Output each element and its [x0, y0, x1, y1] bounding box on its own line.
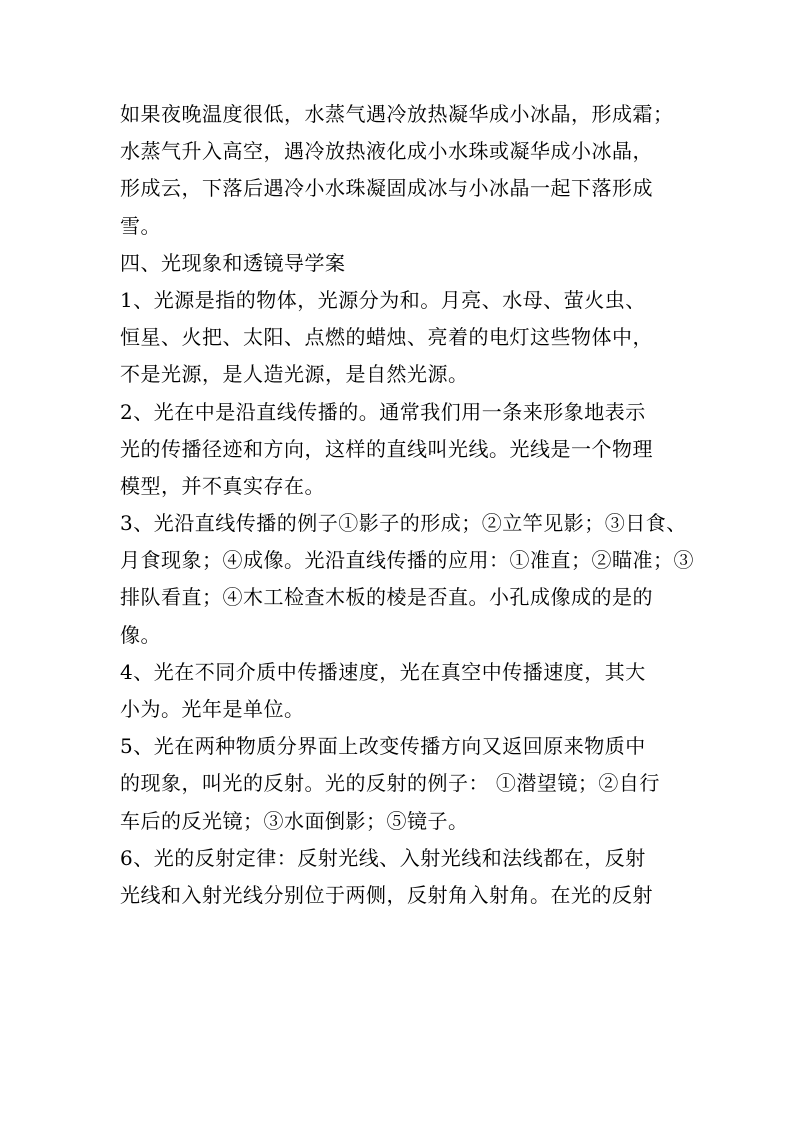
text-line: 不是光源，是人造光源，是自然光源。	[120, 362, 469, 387]
text-line: 2、光在中是沿直线传播的。通常我们用一条来形象地表示	[120, 399, 646, 424]
text-line: 模型，并不真实存在。	[120, 473, 325, 498]
text-line: 如果夜晚温度很低，水蒸气遇冷放热凝华成小冰晶，形成霜；	[120, 102, 674, 126]
text-line: 1、光源是指的物体，光源分为和。月亮、水母、萤火虫、	[120, 287, 646, 312]
text-line: 像。	[120, 622, 161, 647]
text-line: 的现象，叫光的反射。光的反射的例子： ①潜望镜；②自行	[120, 771, 660, 796]
text-line: 雪。	[120, 213, 161, 238]
text-line: 4、光在不同介质中传播速度，光在真空中传播速度，其大	[120, 659, 646, 684]
text-line: 月食现象；④成像。光沿直线传播的应用：①准直；②瞄准；③	[120, 548, 694, 573]
text-line: 6、光的反射定律：反射光线、入射光线和法线都在，反射	[120, 845, 646, 870]
text-line: 3、光沿直线传播的例子①影子的形成；②立竿见影；③日食、	[120, 511, 687, 536]
text-line: 恒星、火把、太阳、点燃的蜡烛、亮着的电灯这些物体中，	[120, 325, 653, 350]
text-line: 水蒸气升入高空，遇冷放热液化成小水珠或凝华成小冰晶，	[120, 139, 653, 164]
text-line: 5、光在两种物质分界面上改变传播方向又返回原来物质中	[120, 734, 646, 759]
text-line: 形成云，下落后遇冷小水珠凝固成冰与小冰晶一起下落形成	[120, 176, 653, 201]
section-heading: 四、光现象和透镜导学案	[120, 250, 346, 275]
text-line: 小为。光年是单位。	[120, 697, 305, 721]
document-body	[120, 96, 694, 914]
text-line: 光线和入射光线分别位于两侧，反射角入射角。在光的反射	[120, 882, 653, 907]
text-line: 车后的反光镜；③水面倒影；⑤镜子。	[120, 808, 469, 833]
text-line: 光的传播径迹和方向，这样的直线叫光线。光线是一个物理	[120, 436, 653, 461]
text-line: 排队看直；④木工检查木板的棱是否直。小孔成像成的是的	[120, 585, 653, 610]
